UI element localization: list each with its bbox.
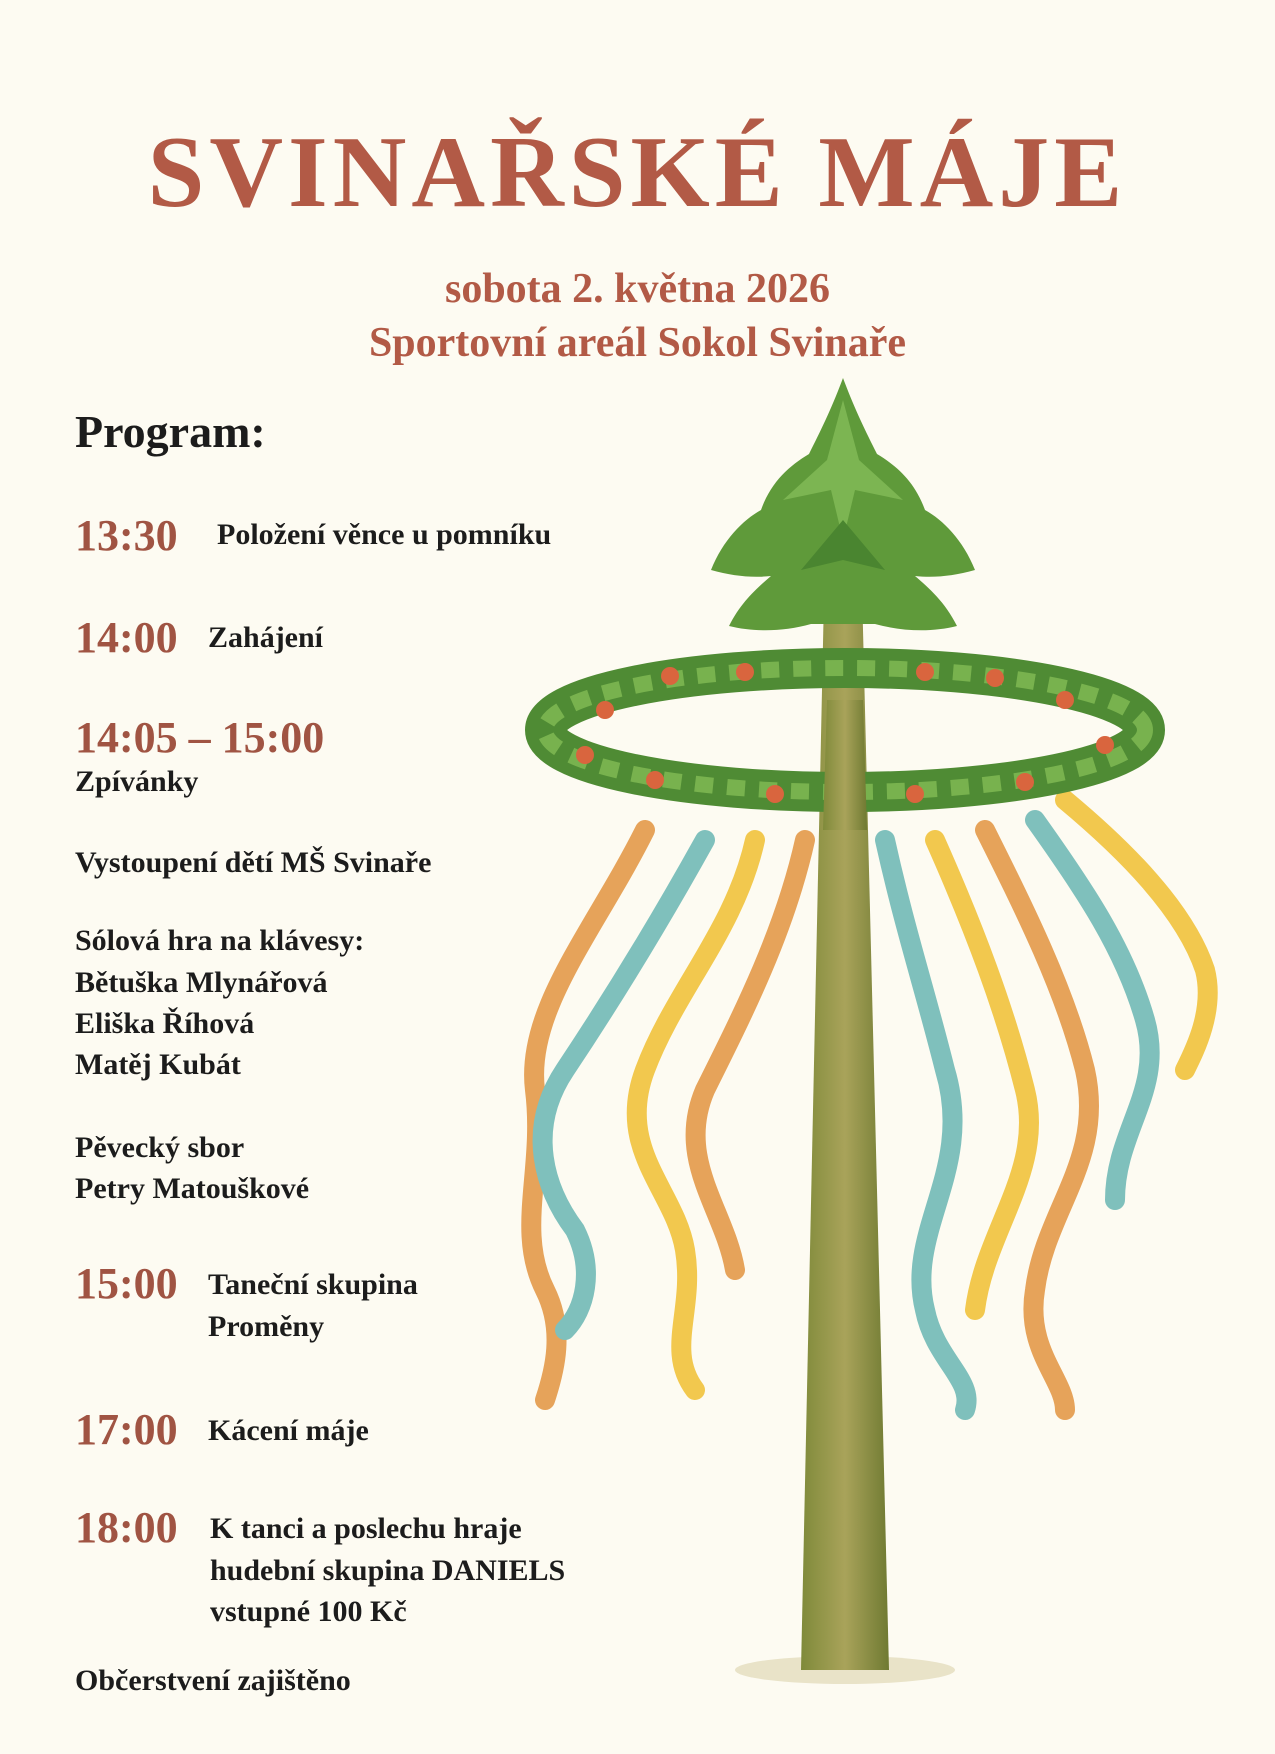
maypole-illustration: [505, 370, 1225, 1710]
treetop: [711, 378, 975, 630]
program-item-opening: Zahájení: [208, 621, 324, 654]
program-time-1330: 13:30: [75, 511, 178, 560]
performer-name: Matěj Kubát: [75, 1048, 241, 1081]
program-item-dance-name: Proměny: [208, 1310, 325, 1343]
program-time-1700: 17:00: [75, 1405, 178, 1454]
program-item-felling: Kácení máje: [208, 1414, 369, 1447]
program-item-wreath: Položení věnce u pomníku: [217, 518, 552, 551]
program-item-singing: Zpívánky: [75, 765, 199, 798]
trunk-front: [823, 700, 867, 830]
event-date: sobota 2. května 2026: [444, 266, 831, 312]
program-item-keyboard: Sólová hra na klávesy:: [75, 924, 365, 957]
page-title: SVINAŘSKÉ MÁJE: [147, 116, 1128, 229]
event-venue: Sportovní areál Sokol Svinaře: [368, 320, 907, 366]
program-time-1500: 15:00: [75, 1259, 178, 1308]
program-item-choir: Pěvecký sbor: [75, 1131, 245, 1164]
program-heading: Program:: [75, 406, 266, 457]
program-item-music: K tanci a poslechu hraje: [210, 1512, 522, 1545]
performer-name: Bětuška Mlynářová: [75, 966, 328, 999]
program-time-1800: 18:00: [75, 1503, 178, 1552]
program-item-admission: vstupné 100 Kč: [210, 1595, 407, 1628]
program-item-band: hudební skupina DANIELS: [210, 1554, 566, 1587]
program-item-dance: Taneční skupina: [208, 1268, 418, 1301]
refreshments-note: Občerstvení zajištěno: [75, 1664, 351, 1697]
program-item-choir-leader: Petry Matouškové: [75, 1172, 310, 1205]
performer-name: Eliška Říhová: [75, 1007, 255, 1040]
program-time-1405: 14:05 – 15:00: [75, 713, 325, 762]
program-time-1400: 14:00: [75, 613, 178, 662]
program-item-kids: Vystoupení dětí MŠ Svinaře: [75, 846, 432, 879]
